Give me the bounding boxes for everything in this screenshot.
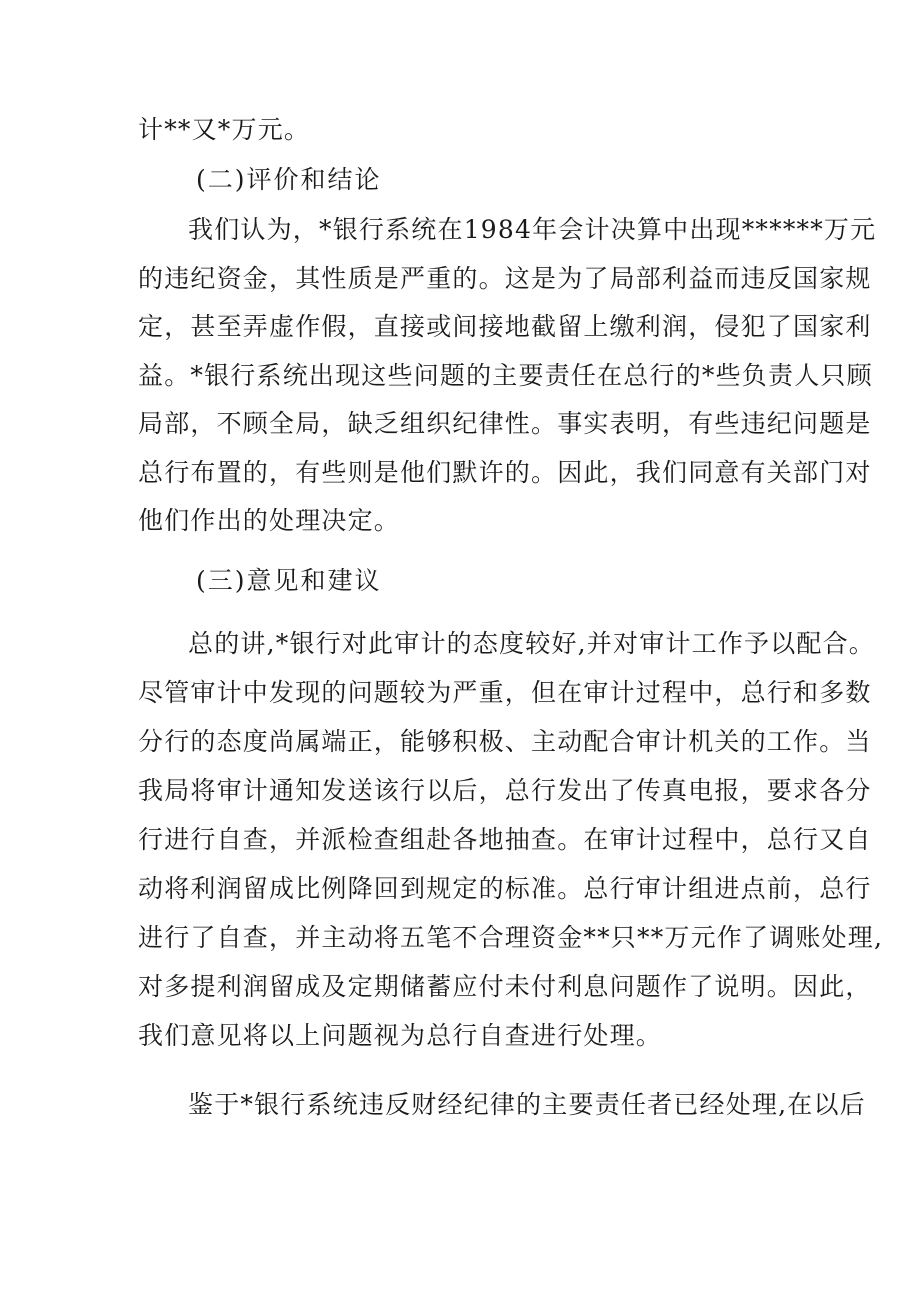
- paragraph-line: 我局将审计通知发送该行以后，总行发出了传真电报，要求各分: [138, 776, 872, 805]
- paragraph-line: 定，甚至弄虚作假，直接或间接地截留上缴利润，侵犯了国家利: [138, 312, 872, 341]
- paragraph-line: 尽管审计中发现的问题较为严重，但在审计过程中，总行和多数: [138, 678, 872, 707]
- paragraph-line: 我们认为，*银行系统在1984年会计决算中出现******万元: [188, 215, 877, 244]
- paragraph-line: 局部，不顾全局，缺乏组织纪律性。事实表明，有些违纪问题是: [138, 409, 872, 438]
- section-heading-suggestions: (三)意见和建议: [196, 566, 382, 595]
- paragraph-line: 益。*银行系统出现这些问题的主要责任在总行的*些负责人只顾: [138, 361, 873, 390]
- paragraph-line: 我们意见将以上问题视为总行自查进行处理。: [138, 1021, 663, 1050]
- paragraph-line: 总行布置的，有些则是他们默许的。因此，我们同意有关部门对: [138, 458, 872, 487]
- paragraph-line: 计**又*万元。: [138, 115, 311, 144]
- paragraph-line: 行进行自查，并派检查组赴各地抽查。在审计过程中，总行又自: [138, 825, 872, 854]
- paragraph-line: 进行了自查，并主动将五笔不合理资金**只**万元作了调账处理,: [138, 923, 884, 952]
- paragraph-line: 对多提利润留成及定期储蓄应付未付利息问题作了说明。因此，: [138, 972, 872, 1001]
- paragraph-line: 动将利润留成比例降回到规定的标准。总行审计组进点前，总行: [138, 874, 872, 903]
- paragraph-line: 分行的态度尚属端正，能够积极、主动配合审计机关的工作。当: [138, 727, 872, 756]
- paragraph-line: 他们作出的处理决定。: [138, 506, 401, 535]
- paragraph-line: 的违纪资金，其性质是严重的。这是为了局部利益而违反国家规: [138, 264, 872, 293]
- paragraph-line: 总的讲,*银行对此审计的态度较好,并对审计工作予以配合。: [188, 629, 875, 658]
- paragraph-line: 鉴于*银行系统违反财经纪律的主要责任者已经处理,在以后: [188, 1090, 866, 1119]
- section-heading-evaluation: (二)评价和结论: [196, 165, 382, 194]
